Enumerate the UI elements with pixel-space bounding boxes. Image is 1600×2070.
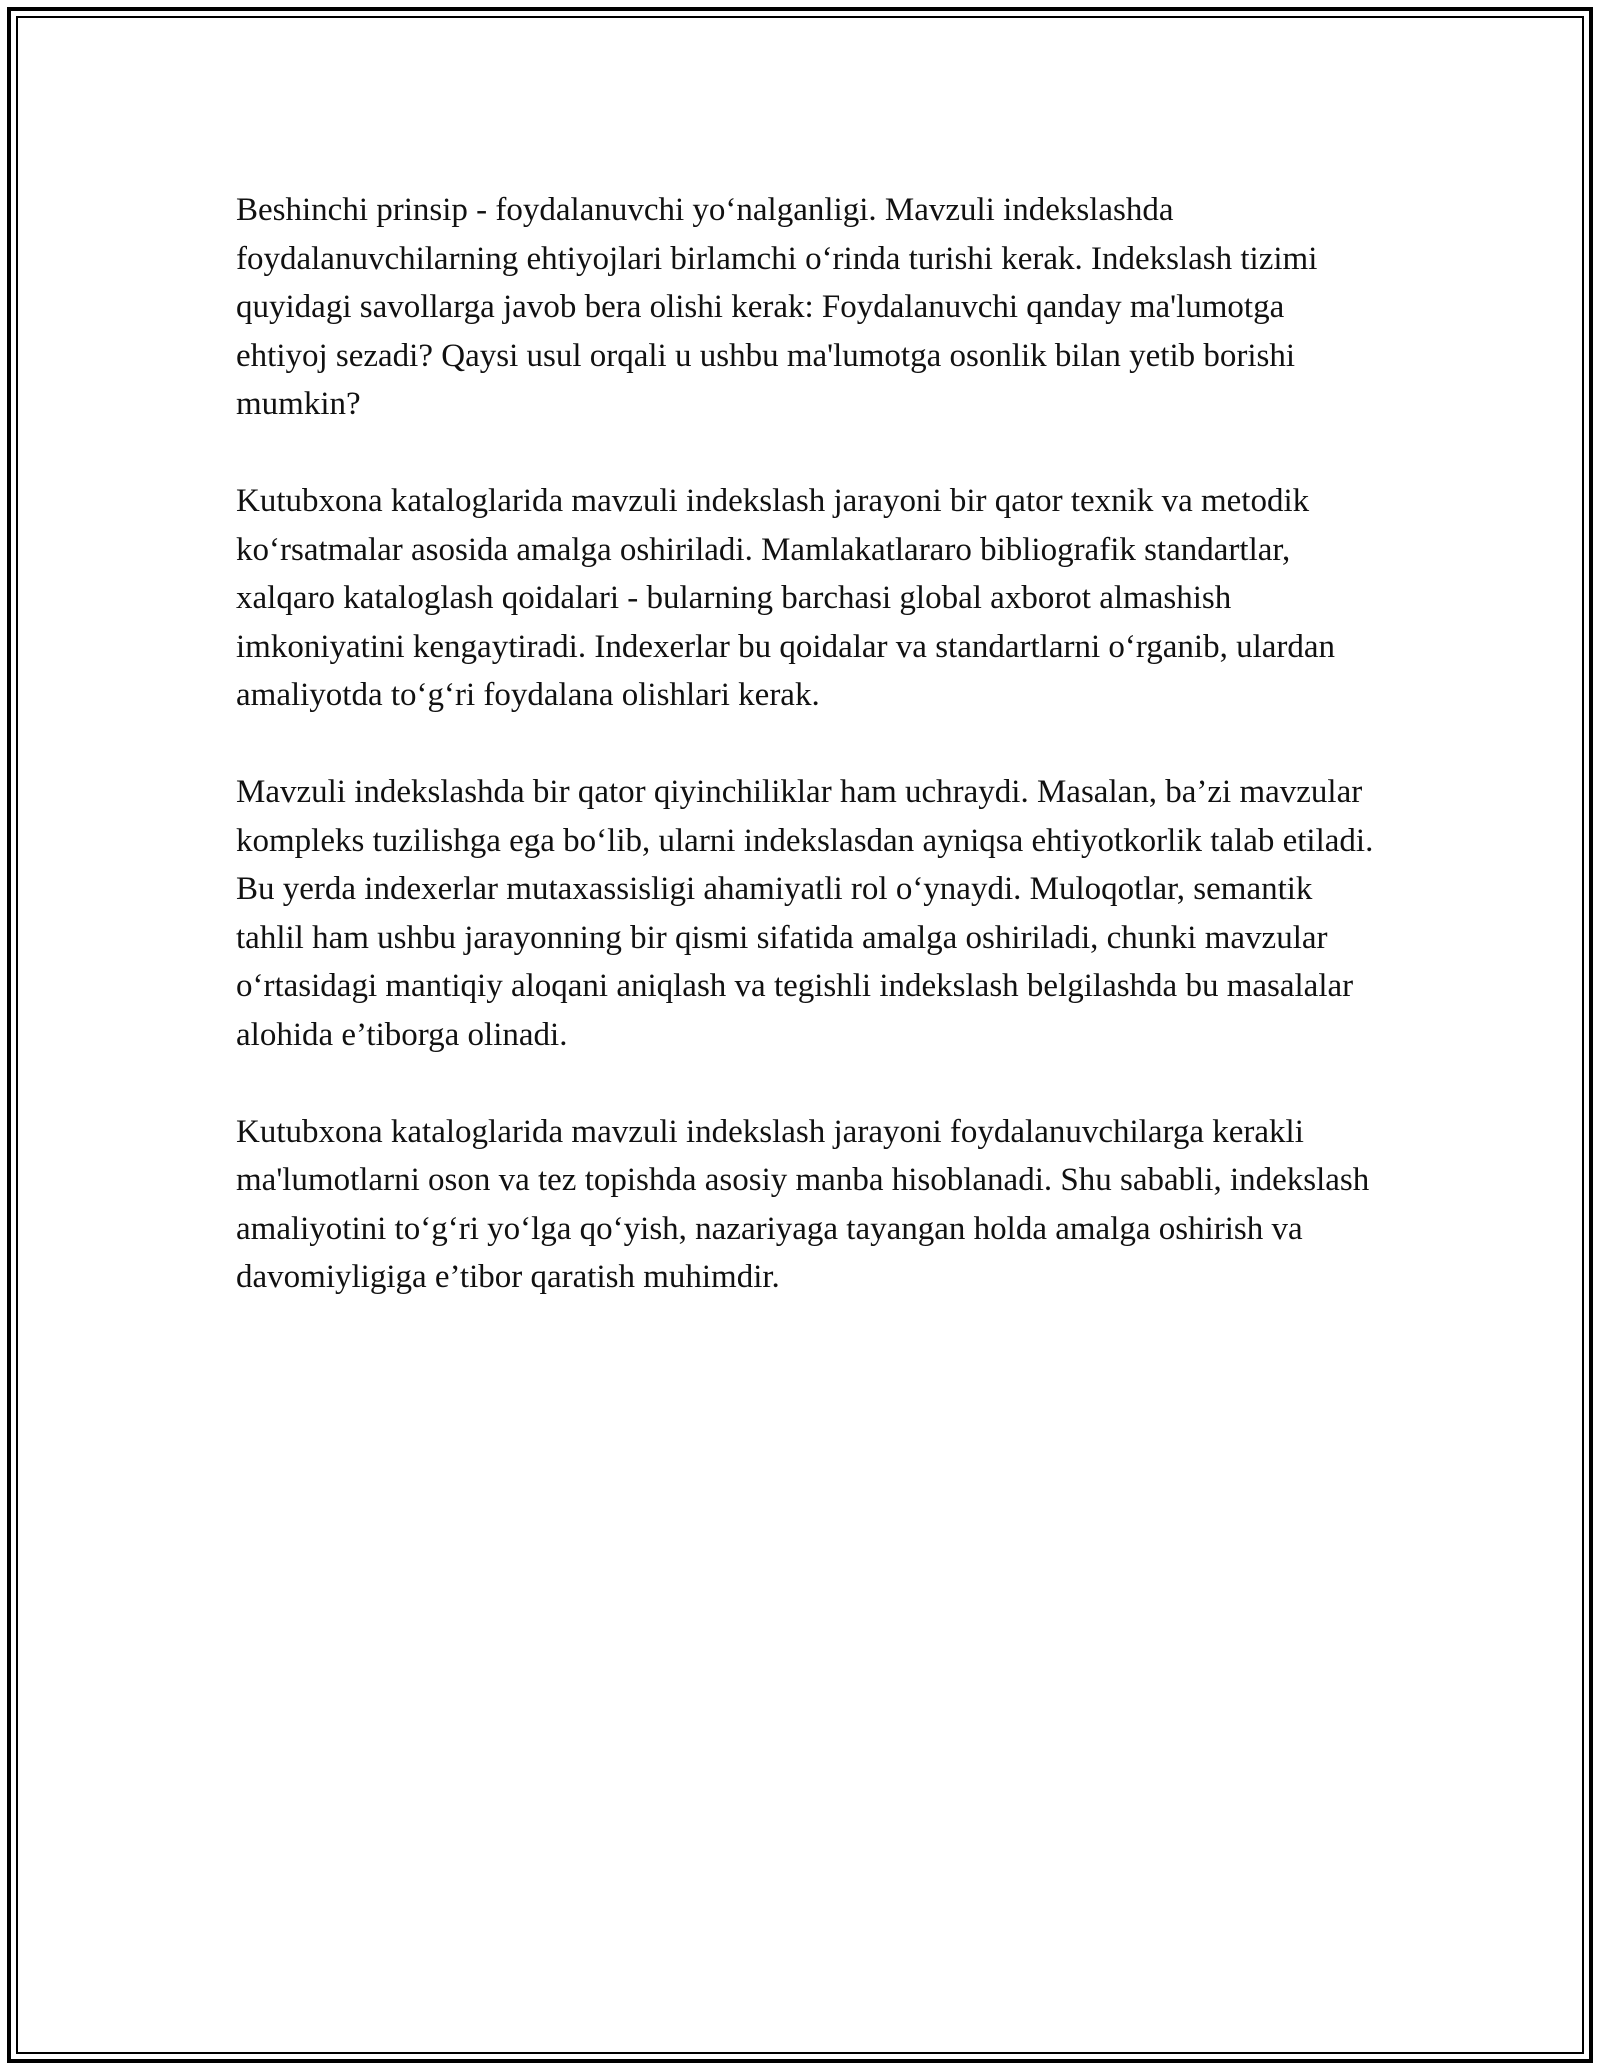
- paragraph-4: Kutubxona kataloglarida mavzuli indekslash jarayoni foydalanuvchilarga kerakli ma'lumotlarni oson va tez topishda asosiy manba hisoblanadi. Shu sababli, indekslash amaliyotini to‘g‘ri yo‘lga qo‘yish, nazariyaga tayangan holda amalga oshirish va davomiyligiga e’tibor qaratish muhimdir.: [236, 1113, 1370, 1295]
- paragraph-1: Beshinchi prinsip - foydalanuvchi yo‘nalganligi. Mavzuli indekslashda foydalanuvchilarning ehtiyojlari birlamchi o‘rinda turishi kerak. Indekslash tizimi quyidagi savollarga javob bera olishi kerak: Foydalanuvchi qanday ma'lumotga ehtiyoj sezadi? Qaysi usul orqali u ushbu ma'lumotga osonlik bilan yetib borishi mumkin?: [236, 192, 1318, 422]
- document-body: [236, 186, 1376, 1350]
- paragraph-2: Kutubxona kataloglarida mavzuli indekslash jarayoni bir qator texnik va metodik ko‘rsatmalar asosida amalga oshiriladi. Mamlakatlararo bibliografik standartlar, xalqaro kataloglash qoidalari - bularning barchasi global axborot almashish imkoniyatini kengaytiradi. Indexerlar bu qoidalar va standartlarni o‘rganib, ulardan amaliyotda to‘g‘ri foydalana olishlari kerak.: [236, 483, 1336, 713]
- paragraph-3: Mavzuli indekslashda bir qator qiyinchiliklar ham uchraydi. Masalan, ba’zi mavzular kompleks tuzilishga ega bo‘lib, ularni indekslasdan ayniqsa ehtiyotkorlik talab etiladi. Bu yerda indexerlar mutaxassisligi ahamiyatli rol o‘ynaydi. Muloqotlar, semantik tahlil ham ushbu jarayonning bir qismi sifatida amalga oshiriladi, chunki mavzular o‘rtasidagi mantiqiy aloqani aniqlash va tegishli indekslash belgilashda bu masalalar alohida e’tiborga olinadi.: [236, 774, 1374, 1053]
